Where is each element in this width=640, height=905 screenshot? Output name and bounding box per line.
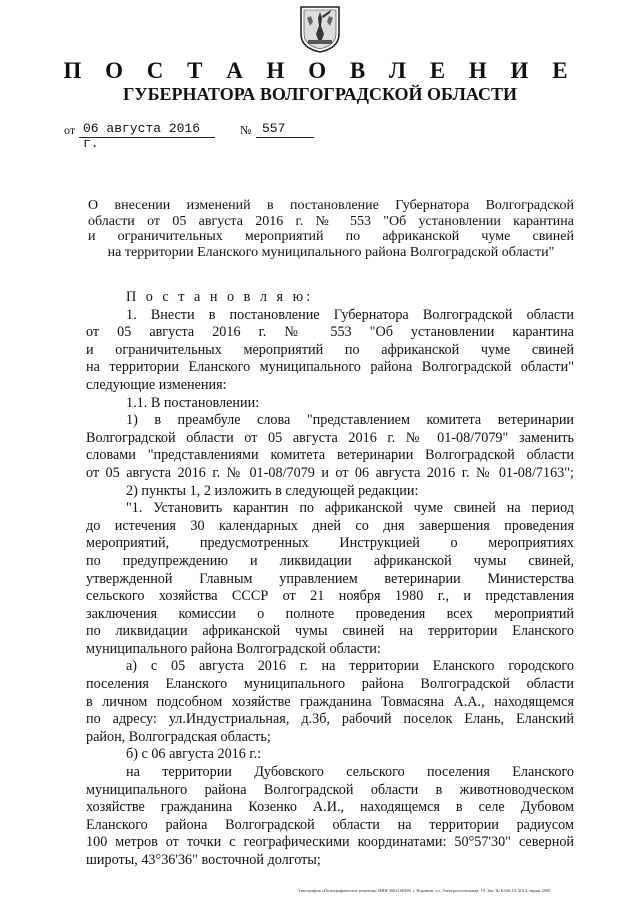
- body-line: 1. Внести в постановление Губернатора Волгоградской области: [126, 306, 574, 323]
- body-line: район, Волгоградская область;: [86, 728, 271, 745]
- body-line: а) с 05 августа 2016 г. на территории Еланского городского: [126, 658, 574, 675]
- body-line: 1) в преамбуле слова "представлением комитета ветеринарии: [126, 412, 574, 429]
- body-line: от 05 августа 2016 г. № 553 "Об установлении карантина: [86, 324, 574, 341]
- body-line: в личном подсобном хозяйстве гражданина Товмасяна А.А., находящемся: [86, 693, 574, 710]
- body-line: следующие изменения:: [86, 376, 227, 393]
- body-line: 2) пункты 1, 2 изложить в следующей редакции:: [126, 482, 419, 499]
- body-line: на территории Еланского муниципального района Волгоградской области": [86, 359, 574, 376]
- date-label: от: [64, 123, 76, 137]
- coat-of-arms-icon: [298, 4, 342, 54]
- body-line: на территории Дубовского сельского поселения Еланского: [126, 764, 574, 781]
- body-line: сельского хозяйства СССР от 21 ноября 1980 г., и представления: [86, 588, 574, 605]
- body-line: по ликвидации африканской чумы свиней на территории Еланского: [86, 623, 574, 640]
- body-line: поселения Еланского муниципального района Волгоградской области: [86, 676, 574, 693]
- subject-line: О внесении изменений в постановление Губернатора Волгоградской: [88, 198, 574, 213]
- body-line: широты, 43°36'36" восточной долготы;: [86, 852, 321, 868]
- number-field: [256, 121, 314, 138]
- subject-line: и ограничительных мероприятий по африканской чуме свиней: [88, 229, 574, 244]
- body-line: утвержденной Главным управлением ветеринарии Министерства: [86, 570, 574, 587]
- date-number-row: [64, 121, 286, 151]
- document-body: [86, 289, 574, 870]
- body-line: Волгоградской области от 05 августа 2016 г. № 01-08/7079" заменить: [86, 429, 574, 446]
- body-line: по адресу: ул.Индустриальная, д.3б, рабочий поселок Елань, Еланский: [86, 711, 574, 728]
- body-line: и ограничительных мероприятий по африканской чуме свиней: [86, 341, 574, 358]
- printer-imprint: Типография «Полиграфические решения» ИНН 3662106490, г. Воронеж, ул. Электросигнальная, 19. Зак. № Е326-10, 2014, тираж 2000: [298, 888, 551, 893]
- body-line: "1. Установить карантин по африканской чуме свиней на период: [126, 500, 574, 517]
- body-line: мероприятий, предусмотренных Инструкцией о мероприятиях: [86, 535, 574, 552]
- body-line: б) с 06 августа 2016 г.:: [126, 746, 262, 763]
- body-line: заключения комиссии о полноте проведения всех мероприятий: [86, 605, 574, 622]
- document-subject: [88, 198, 574, 260]
- date-field: [79, 121, 215, 151]
- issuer-title: ГУБЕРНАТОРА ВОЛГОГРАДСКОЙ ОБЛАСТИ: [122, 84, 518, 104]
- body-line: 100 метров от точки с географическими координатами: 50°57'30" северной: [86, 834, 574, 851]
- body-line: Еланского района Волгоградской области на территории радиусом: [86, 816, 574, 833]
- body-line: муниципального района Волгоградской области в животноводческом: [86, 781, 574, 798]
- document-date: 06 августа 2016 г.: [83, 121, 201, 151]
- body-line: 1.1. В постановлении:: [126, 394, 260, 411]
- number-label: №: [240, 123, 252, 137]
- subject-line: области от 05 августа 2016 г. № 553 "Об установлении карантина: [88, 213, 574, 229]
- body-line: от 05 августа 2016 г. № 01-08/7079 и от 06 августа 2016 г. № 01-08/7163";: [86, 464, 574, 481]
- document-type-title: П О С Т А Н О В Л Е Н И Е: [63, 58, 577, 83]
- body-line: муниципального района Волгоградской области:: [86, 640, 381, 657]
- body-line: хозяйстве гражданина Козенко А.И., находящемся в селе Дубовом: [86, 799, 574, 816]
- body-line: словами "представлениями комитета ветеринарии Волгоградской области: [86, 447, 574, 464]
- body-line: по предупреждению и ликвидации африканской чумы свиней,: [86, 552, 574, 569]
- body-line: до истечения 30 календарных дней со дня завершения проведения: [86, 517, 574, 534]
- decree-word: П о с т а н о в л я ю:: [126, 289, 314, 305]
- document-number: 557: [262, 121, 286, 136]
- subject-line: на территории Еланского муниципального района Волгоградской области": [107, 244, 555, 260]
